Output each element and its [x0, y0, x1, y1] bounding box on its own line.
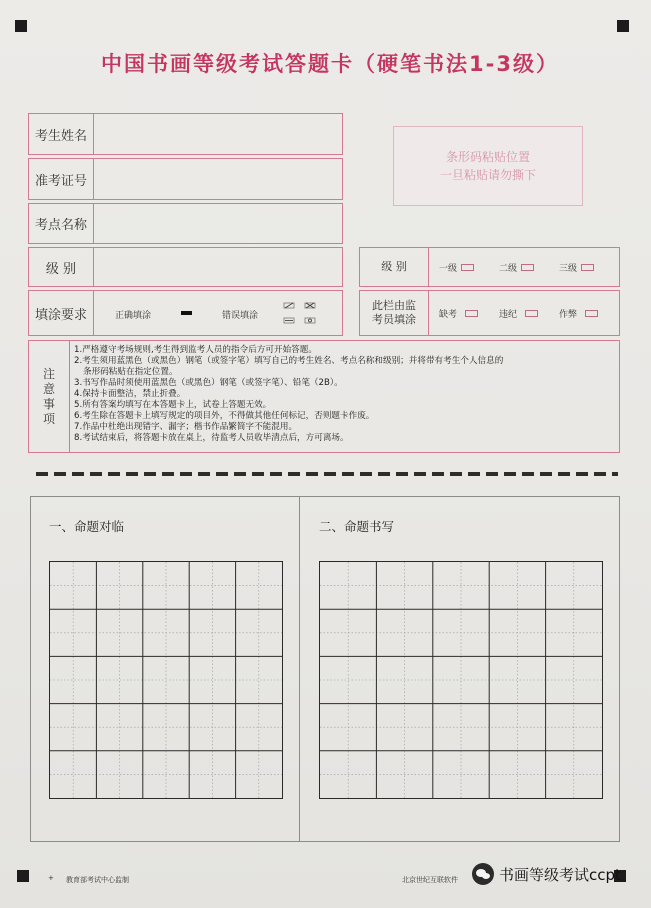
wrong-fill-label: 错误填涂	[222, 311, 259, 321]
proctor-label-line-1: 此栏由监	[372, 299, 416, 312]
note-item: 7.作品中杜绝出现错字、漏字；楷书作品繁简字不能混用。	[74, 422, 298, 432]
footer-supervisor: 教育部考试中心监制	[66, 876, 129, 884]
section-title-writing: 二、命题书写	[319, 519, 395, 534]
notes-label	[29, 341, 70, 452]
ticket-number-field[interactable]	[28, 158, 343, 200]
ticket-number-label: 准考证号	[29, 159, 94, 199]
level-option-3-label: 三级	[559, 264, 578, 274]
proctor-box-label	[360, 291, 429, 335]
sheet-title: 中国书画等级考试答题卡（硬笔书法1-3级）	[101, 52, 559, 76]
barcode-area	[393, 126, 583, 206]
notes-label-char-3: 事	[42, 396, 55, 411]
level-option-3-checkbox[interactable]	[581, 264, 594, 271]
proctor-option-violation-label: 违纪	[499, 310, 518, 320]
section-title-copying: 一、命题对临	[49, 519, 125, 534]
watermark-text: 书画等级考试ccpt	[499, 865, 621, 884]
proctor-option-cheating-label: 作弊	[559, 310, 578, 320]
level-field-label: 级 别	[29, 248, 94, 286]
notes-label-char-1: 注	[42, 366, 55, 381]
name-field[interactable]	[28, 113, 343, 155]
level-option-3[interactable]	[559, 261, 594, 274]
correct-fill-mark	[181, 311, 192, 315]
registration-mark-top-right	[617, 20, 629, 32]
proctor-option-violation-checkbox[interactable]	[525, 310, 538, 317]
proctor-option-absent-label: 缺考	[439, 310, 458, 320]
note-item: 8.考试结束后，将答题卡放在桌上，待监考人员收毕清点后，方可离场。	[74, 433, 349, 443]
notes-label-char-2: 意	[42, 381, 55, 396]
proctor-option-absent-checkbox[interactable]	[465, 310, 478, 317]
note-item: 5.所有答案均填写在本答题卡上，试卷上答题无效。	[74, 400, 272, 410]
note-item: 6.考生除在答题卡上填写规定的项目外，不得做其他任何标记，否则题卡作废。	[74, 411, 375, 421]
footer-crosshair: +	[48, 874, 54, 882]
level-option-1-checkbox[interactable]	[461, 264, 474, 271]
level-option-2-label: 二级	[499, 264, 518, 274]
level-field[interactable]	[28, 247, 343, 287]
name-field-label: 考生姓名	[29, 114, 94, 154]
cut-line	[36, 472, 618, 476]
proctor-box	[359, 290, 620, 336]
note-item: 1.严格遵守考场规则,考生得到监考人员的指令后方可开始答题。	[74, 345, 317, 355]
fill-requirements-box	[28, 290, 343, 336]
answer-area	[30, 496, 620, 842]
copying-grid-lines	[50, 562, 282, 798]
writing-grid-lines	[320, 562, 602, 798]
exam-site-label: 考点名称	[29, 204, 94, 243]
level-option-1[interactable]	[439, 261, 474, 274]
registration-mark-bottom-left	[17, 870, 29, 882]
note-item: 4.保持卡面整洁，禁止折叠。	[74, 389, 186, 399]
proctor-option-violation[interactable]	[499, 307, 538, 320]
level-option-2[interactable]	[499, 261, 534, 274]
correct-fill-label: 正确填涂	[115, 311, 152, 321]
watermark	[472, 863, 621, 885]
note-item: 2.考生须用蓝黑色（或黑色）钢笔（或签字笔）填写自己的考生姓名、考点名称和级别；并将带有考生个人信息的	[74, 356, 504, 366]
note-item: 条形码粘贴在指定位置。	[83, 367, 178, 377]
level-option-2-checkbox[interactable]	[521, 264, 534, 271]
level-select-box	[359, 247, 620, 287]
barcode-text-1: 条形码粘贴位置	[445, 150, 530, 164]
free-writing-grid[interactable]	[319, 561, 603, 799]
proctor-option-absent[interactable]	[439, 307, 478, 320]
wechat-icon	[472, 863, 494, 885]
footer-printer: 北京世纪互联软件	[402, 876, 458, 884]
answer-divider	[299, 497, 300, 841]
note-item: 3.书写作品时须使用蓝黑色（或黑色）钢笔（或签字笔）、铅笔（2B）。	[74, 378, 343, 388]
notes-box	[28, 340, 620, 453]
proctor-label-line-2: 考员填涂	[372, 313, 416, 326]
notes-list	[74, 345, 613, 444]
proctor-option-cheating[interactable]	[559, 307, 598, 320]
copying-writing-grid[interactable]	[49, 561, 283, 799]
level-option-1-label: 一级	[439, 264, 458, 274]
notes-label-char-4: 项	[42, 411, 55, 426]
barcode-text-2: 一旦粘贴请勿撕下	[439, 168, 536, 182]
exam-site-field[interactable]	[28, 203, 343, 244]
fill-requirements-label: 填涂要求	[29, 291, 94, 335]
wrong-fill-marks	[283, 301, 319, 327]
registration-mark-top-left	[15, 20, 27, 32]
proctor-option-cheating-checkbox[interactable]	[585, 310, 598, 317]
level-select-label: 级 别	[360, 248, 429, 286]
